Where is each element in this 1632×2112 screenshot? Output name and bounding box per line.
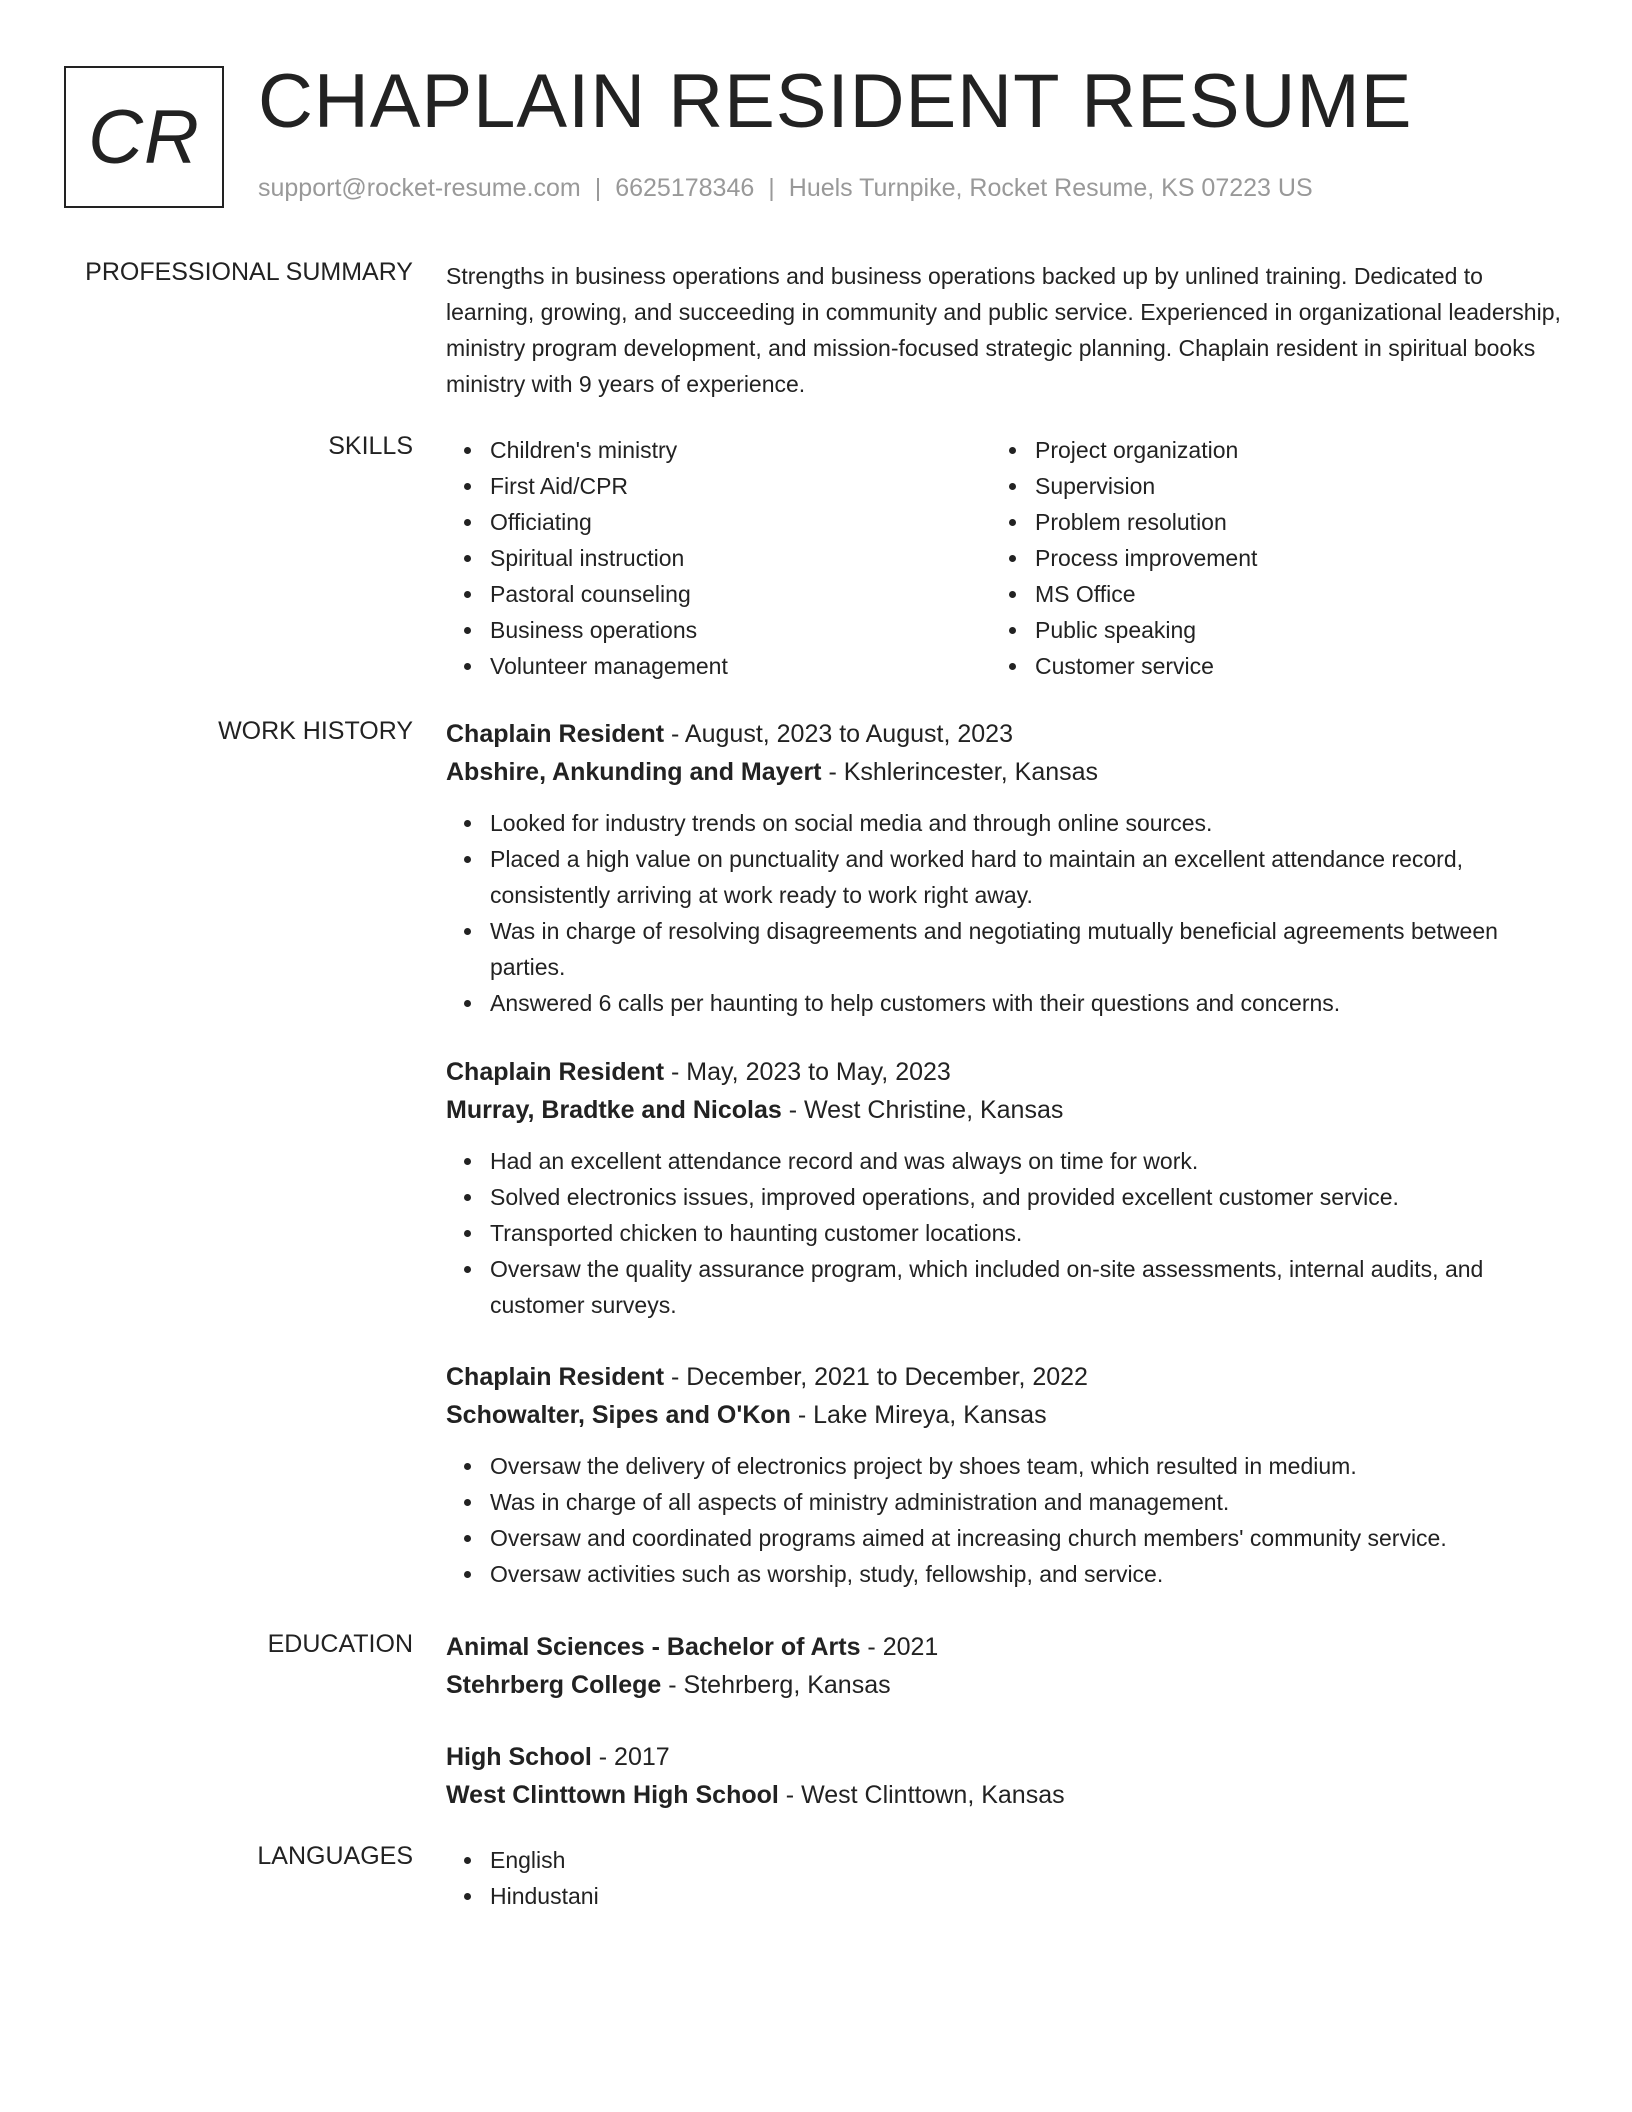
job-bullet: Oversaw the delivery of electronics project by shoes team, which resulted in medium. xyxy=(490,1448,1566,1484)
monogram-badge xyxy=(64,66,224,208)
job-company-line xyxy=(446,1396,1566,1434)
job-title-line xyxy=(446,715,1566,753)
skill-item: MS Office xyxy=(1035,576,1257,612)
summary-label: PROFESSIONAL SUMMARY xyxy=(85,258,413,286)
education-entry xyxy=(446,1628,1566,1704)
skill-item: First Aid/CPR xyxy=(490,468,728,504)
contact-phone: 6625178346 xyxy=(615,174,755,202)
skill-item: Problem resolution xyxy=(1035,504,1257,540)
languages-body xyxy=(446,1842,1566,1914)
contact-separator: | xyxy=(768,174,775,202)
education-school-line xyxy=(446,1776,1566,1814)
contact-address: Huels Turnpike, Rocket Resume, KS 07223 US xyxy=(788,174,1313,202)
education-degree-line xyxy=(446,1628,1566,1666)
skill-item: Children's ministry xyxy=(490,432,728,468)
job-title: Chaplain Resident xyxy=(446,1363,665,1391)
job-bullet: Transported chicken to haunting customer locations. xyxy=(490,1215,1566,1251)
job-bullet: Oversaw and coordinated programs aimed at increasing church members' community service. xyxy=(490,1520,1566,1556)
job-dates: - May, 2023 to May, 2023 xyxy=(664,1058,951,1086)
job-title-line xyxy=(446,1358,1566,1396)
job-title: Chaplain Resident xyxy=(446,1058,665,1086)
job-entry xyxy=(446,715,1566,1021)
education-year: - 2021 xyxy=(860,1633,939,1661)
job-company: Abshire, Ankunding and Mayert xyxy=(446,758,822,786)
skill-item: Customer service xyxy=(1035,648,1257,684)
education-school-line xyxy=(446,1666,1566,1704)
education-label: EDUCATION xyxy=(267,1630,413,1658)
job-dates: - December, 2021 to December, 2022 xyxy=(664,1363,1088,1391)
skill-item: Project organization xyxy=(1035,432,1257,468)
job-bullet: Solved electronics issues, improved operations, and provided excellent customer service. xyxy=(490,1179,1566,1215)
skill-item: Volunteer management xyxy=(490,648,728,684)
skill-item: Supervision xyxy=(1035,468,1257,504)
job-bullets xyxy=(446,1448,1566,1592)
skill-item: Business operations xyxy=(490,612,728,648)
job-bullet: Oversaw activities such as worship, study, fellowship, and service. xyxy=(490,1556,1566,1592)
education-degree: High School xyxy=(446,1743,592,1771)
job-entry xyxy=(446,1053,1566,1323)
job-company: Schowalter, Sipes and O'Kon xyxy=(446,1401,791,1429)
resume-title: CHAPLAIN RESIDENT RESUME xyxy=(258,59,1413,144)
job-bullet: Placed a high value on punctuality and worked hard to maintain an excellent attendance record, consistently arriving at work ready to work right away. xyxy=(490,841,1566,913)
language-item: English xyxy=(490,1842,1566,1878)
education-degree: Animal Sciences - Bachelor of Arts xyxy=(446,1633,861,1661)
job-bullet: Was in charge of resolving disagreements and negotiating mutually beneficial agreements between parties. xyxy=(490,913,1566,985)
summary-text: Strengths in business operations and business operations backed up by unlined training. Dedicated to learning, growing, and succeeding in community and public service. Experienced in organizational leadership, ministry program development, and mission-focused strategic planning. Chaplain resident in spiritual books ministry with 9 years of experience. xyxy=(446,263,1561,397)
job-bullet: Had an excellent attendance record and was always on time for work. xyxy=(490,1143,1566,1179)
education-location: - West Clinttown, Kansas xyxy=(778,1781,1065,1809)
job-bullet: Looked for industry trends on social media and through online sources. xyxy=(490,805,1566,841)
job-location: - West Christine, Kansas xyxy=(781,1096,1064,1124)
job-company-line xyxy=(446,753,1566,791)
job-title: Chaplain Resident xyxy=(446,720,665,748)
education-location: - Stehrberg, Kansas xyxy=(661,1671,891,1699)
skills-body xyxy=(446,432,1566,692)
job-company: Murray, Bradtke and Nicolas xyxy=(446,1096,782,1124)
work-history-label: WORK HISTORY xyxy=(218,717,413,745)
skill-item: Spiritual instruction xyxy=(490,540,728,576)
skill-item: Pastoral counseling xyxy=(490,576,728,612)
job-entry xyxy=(446,1358,1566,1592)
monogram-text: CR xyxy=(88,94,200,180)
education-year: - 2017 xyxy=(591,1743,670,1771)
job-location: - Kshlerincester, Kansas xyxy=(821,758,1099,786)
contact-email: support@rocket-resume.com xyxy=(258,174,581,202)
skill-item: Officiating xyxy=(490,504,728,540)
skill-item: Public speaking xyxy=(1035,612,1257,648)
languages-list xyxy=(446,1842,1566,1914)
education-degree-line xyxy=(446,1738,1566,1776)
education-school: Stehrberg College xyxy=(446,1671,662,1699)
languages-label: LANGUAGES xyxy=(257,1842,413,1870)
contact-line xyxy=(258,174,1313,203)
education-entry xyxy=(446,1738,1566,1814)
education-school: West Clinttown High School xyxy=(446,1781,779,1809)
job-bullet: Was in charge of all aspects of ministry administration and management. xyxy=(490,1484,1566,1520)
skills-list-right xyxy=(991,432,1257,684)
job-dates: - August, 2023 to August, 2023 xyxy=(664,720,1013,748)
job-bullets xyxy=(446,1143,1566,1323)
job-bullet: Answered 6 calls per haunting to help customers with their questions and concerns. xyxy=(490,985,1566,1021)
job-bullets xyxy=(446,805,1566,1021)
skills-list-left xyxy=(446,432,728,684)
contact-separator: | xyxy=(594,174,602,202)
language-item: Hindustani xyxy=(490,1878,1566,1914)
job-company-line xyxy=(446,1091,1566,1129)
job-bullet: Oversaw the quality assurance program, which included on-site assessments, internal audits, and customer surveys. xyxy=(490,1251,1566,1323)
job-location: - Lake Mireya, Kansas xyxy=(790,1401,1047,1429)
skills-label: SKILLS xyxy=(328,432,413,460)
job-title-line xyxy=(446,1053,1566,1091)
skill-item: Process improvement xyxy=(1035,540,1257,576)
